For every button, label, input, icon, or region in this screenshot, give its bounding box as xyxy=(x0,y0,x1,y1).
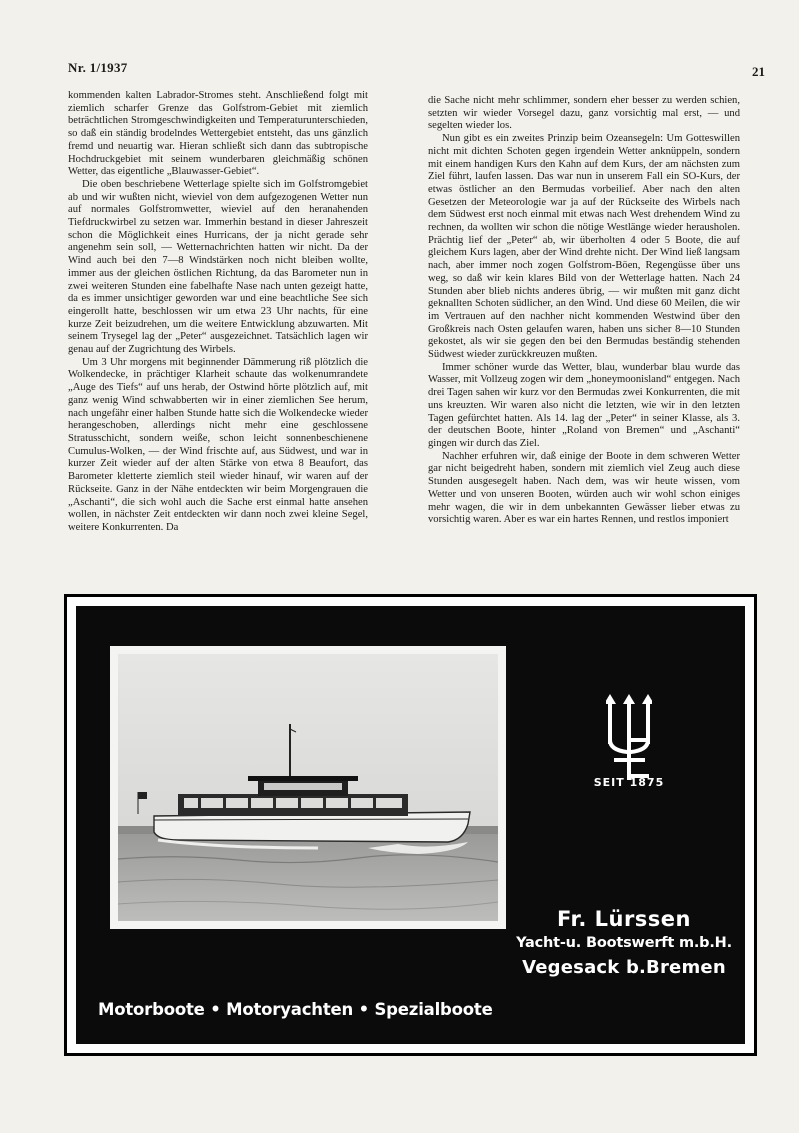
advertisement-slogan: Motorboote • Motoryachten • Spezialboote xyxy=(98,1000,493,1019)
luerssen-advertisement xyxy=(64,594,757,1056)
article-paragraph: die Sache nicht mehr schlimmer, sondern eher besser zu werden schien, setzten wir wieder Vorsegel dazu, ganz vorsichtig mal erst, — und segelten wieder los. xyxy=(428,95,740,132)
issue-number: Nr. 1/1937 xyxy=(68,60,128,75)
trident-logo-icon xyxy=(606,694,652,782)
article-paragraph: Nachher erfuhren wir, daß einige der Boote in dem schweren Wetter gar nicht beigedreht haben, sondern mit ziemlich viel Zeug auch diese Stunden ausgesegelt haben. Nach dem, was wir heute wissen, vom Wetter und von unseren Booten, würden auch wir wohl schon einiges mehr wagen, die wir in dem unbekannten Gewässer lieber etwas zu vorsichtig waren. Aber es war ein hartes Rennen, und restlos imponiert xyxy=(428,450,740,526)
article-paragraph: kommenden kalten Labrador-Stromes steht. Anschließend folgt mit ziemlich scharfer Grenze das Golfstrom-Gebiet mit ziemlich beträchtlichen Stromgeschwindigkeiten und Temperaturunterschieden, so daß ein ständig brodelndes Wettergebiet entsteht, das uns gänzlich fremd und neuartig war. Hieran schließt sich dann das subtropische Hochdruckgebiet mit seinem wunderbaren gleichmäßig schönen Wetter, das eigentliche „Blauwasser-Gebiet“. xyxy=(68,90,368,178)
company-type: Yacht-u. Bootswerft m.b.H. xyxy=(516,935,732,951)
article-paragraph: Immer schöner wurde das Wetter, blau, wunderbar blau wurde das Wasser, mit Vollzeug zogen wir dem „honeymoonisland“ entgegen. Nach drei Tagen sahen wir kurz vor den Bermudas zwei Konkurrenten, die mit uns kreuzten. Wir waren also nicht die letzten, wie wir in den letzten Tagen gefürchtet hatten. Als 14. lag der „Peter“ in seiner Klasse, als 3. der deutschen Boote, hinter „Roland von Bremen“ und „Aschanti“ gingen wir durch das Ziel. xyxy=(428,361,740,449)
article-paragraph: Um 3 Uhr morgens mit beginnender Dämmerung riß plötzlich die Wolkendecke, in prächtiger Klarheit schaute das wolkenumrandete „Auge des Tiefs“ auf uns herab, der Ostwind hörte plötzlich auf, mit ganz wenig Wind schwabberten wir in einer ziemlichen See herum, nach ungefähr einer halben Stunde hatte sich die Wolkendecke wieder herangeschoben, allerdings nicht mehr eine geschlossene Stratusschicht, sondern weiße, schon leicht sonnenbeschienene Cumulus-Wolken, — der Wind frischte auf, aus Südwest, und war in kurzer Zeit wieder auf der alten Stärke von etwa 8 Beaufort, das Barometer kletterte ziemlich steil wieder hinauf, wir waren auf der Rückseite. Ganz in der Nähe entdeckten wir beim Morgengrauen die „Aschanti“, die sich wohl auch die Sache erst einmal hatte ansehen wollen, in nächster Zeit entdeckten wir dann noch zwei kleine Segel, weitere Konkurrenten. Da xyxy=(68,356,368,533)
company-city: Vegesack b.Bremen xyxy=(522,957,726,978)
page-number: 21 xyxy=(752,64,765,79)
article-column-left xyxy=(68,90,368,535)
article-column-right xyxy=(428,95,740,527)
company-name: Fr. Lürssen xyxy=(556,907,692,931)
motor-yacht-photo xyxy=(118,654,498,921)
company-block xyxy=(508,906,740,982)
yacht-photo-frame xyxy=(110,646,506,929)
advertisement-panel xyxy=(76,606,745,1044)
since-label: SEIT 1875 xyxy=(593,776,665,789)
article-paragraph: Die oben beschriebene Wetterlage spielte sich im Golfstromgebiet ab und wir wußten nicht, wieviel von dem aufgezogenen Wetter nun auf normales Golfstromwetter, wieviel auf den heranahenden Tiefdruckwirbel zu setzen war. Immerhin bestand in dieser Jahreszeit schon die Möglichkeit eines Hurricans, der ja nicht gerade sehr angenehm sein soll, — Wetternachrichten hatten wir nicht. Da der Wind auch bei den 7—8 Windstärken noch nicht bleiben wollte, immer aus der gleichen östlichen Richtung, da das Barometer nun in zwei weiteren Stunden eine fabelhafte Nase nach unten gezeigt hatte, da es immer unsichtiger geworden war und eine beachtliche See sich eingerollt hatte, beschlossen wir um etwa 23 Uhr nachts, für eine kurze Zeit beizudrehen, um die weitere Entwicklung abzuwarten. Mit seinem Trysegel lag der „Peter“ ausgezeichnet. Tatsächlich lagen wir genau auf der Zugrichtung des Wirbels. xyxy=(68,178,368,356)
article-paragraph: Nun gibt es ein zweites Prinzip beim Ozeansegeln: Um Gotteswillen nicht mit dichten Schoten gegen irgendein Wetter anknüppeln, sondern mit einem handigen Kurs den Kahn auf dem Kurs, der am nächsten zum Ziel führt, laufen lassen. Das war nun in unserem Fall ein SO-Kurs, der etwas östlicher an den Bermudas vorbeilief. Aber nach den alten Gesetzen der Meteorologie war ja auf der Rückseite des Wirbels nach dem Südwest erst noch einmal mit etwas nach West drehendem Wind zu rechnen, da wollten wir schon die nötige Westlänge wieder herausholen. Prächtig lief der „Peter“ ab, wir überholten 4 oder 5 Boote, die auf gleichem Kurs lagen, aber der Wind drehte nicht. Der Wind ließ langsam nach, aber immer noch zogen Golfstrom-Böen, Regengüsse über uns weg, so daß wir kein klares Bild von der Wetterlage hatten. Nach 24 Stunden aber blieb nichts anderes übrig, — wir mußten mit ganz dicht geknallten Schoten südlicher, an den Wind. Und diese 60 Meilen, die wir im Vertrauen auf den nachher nicht kommenden Westwind über den Großkreis nach Osten gelaufen waren, haben uns sicher 8—10 Stunden gekostet, als wir sie gegen den bei den Bermudas beständig stehenden Südwest wieder zurückkreuzen mußten. xyxy=(428,133,740,361)
